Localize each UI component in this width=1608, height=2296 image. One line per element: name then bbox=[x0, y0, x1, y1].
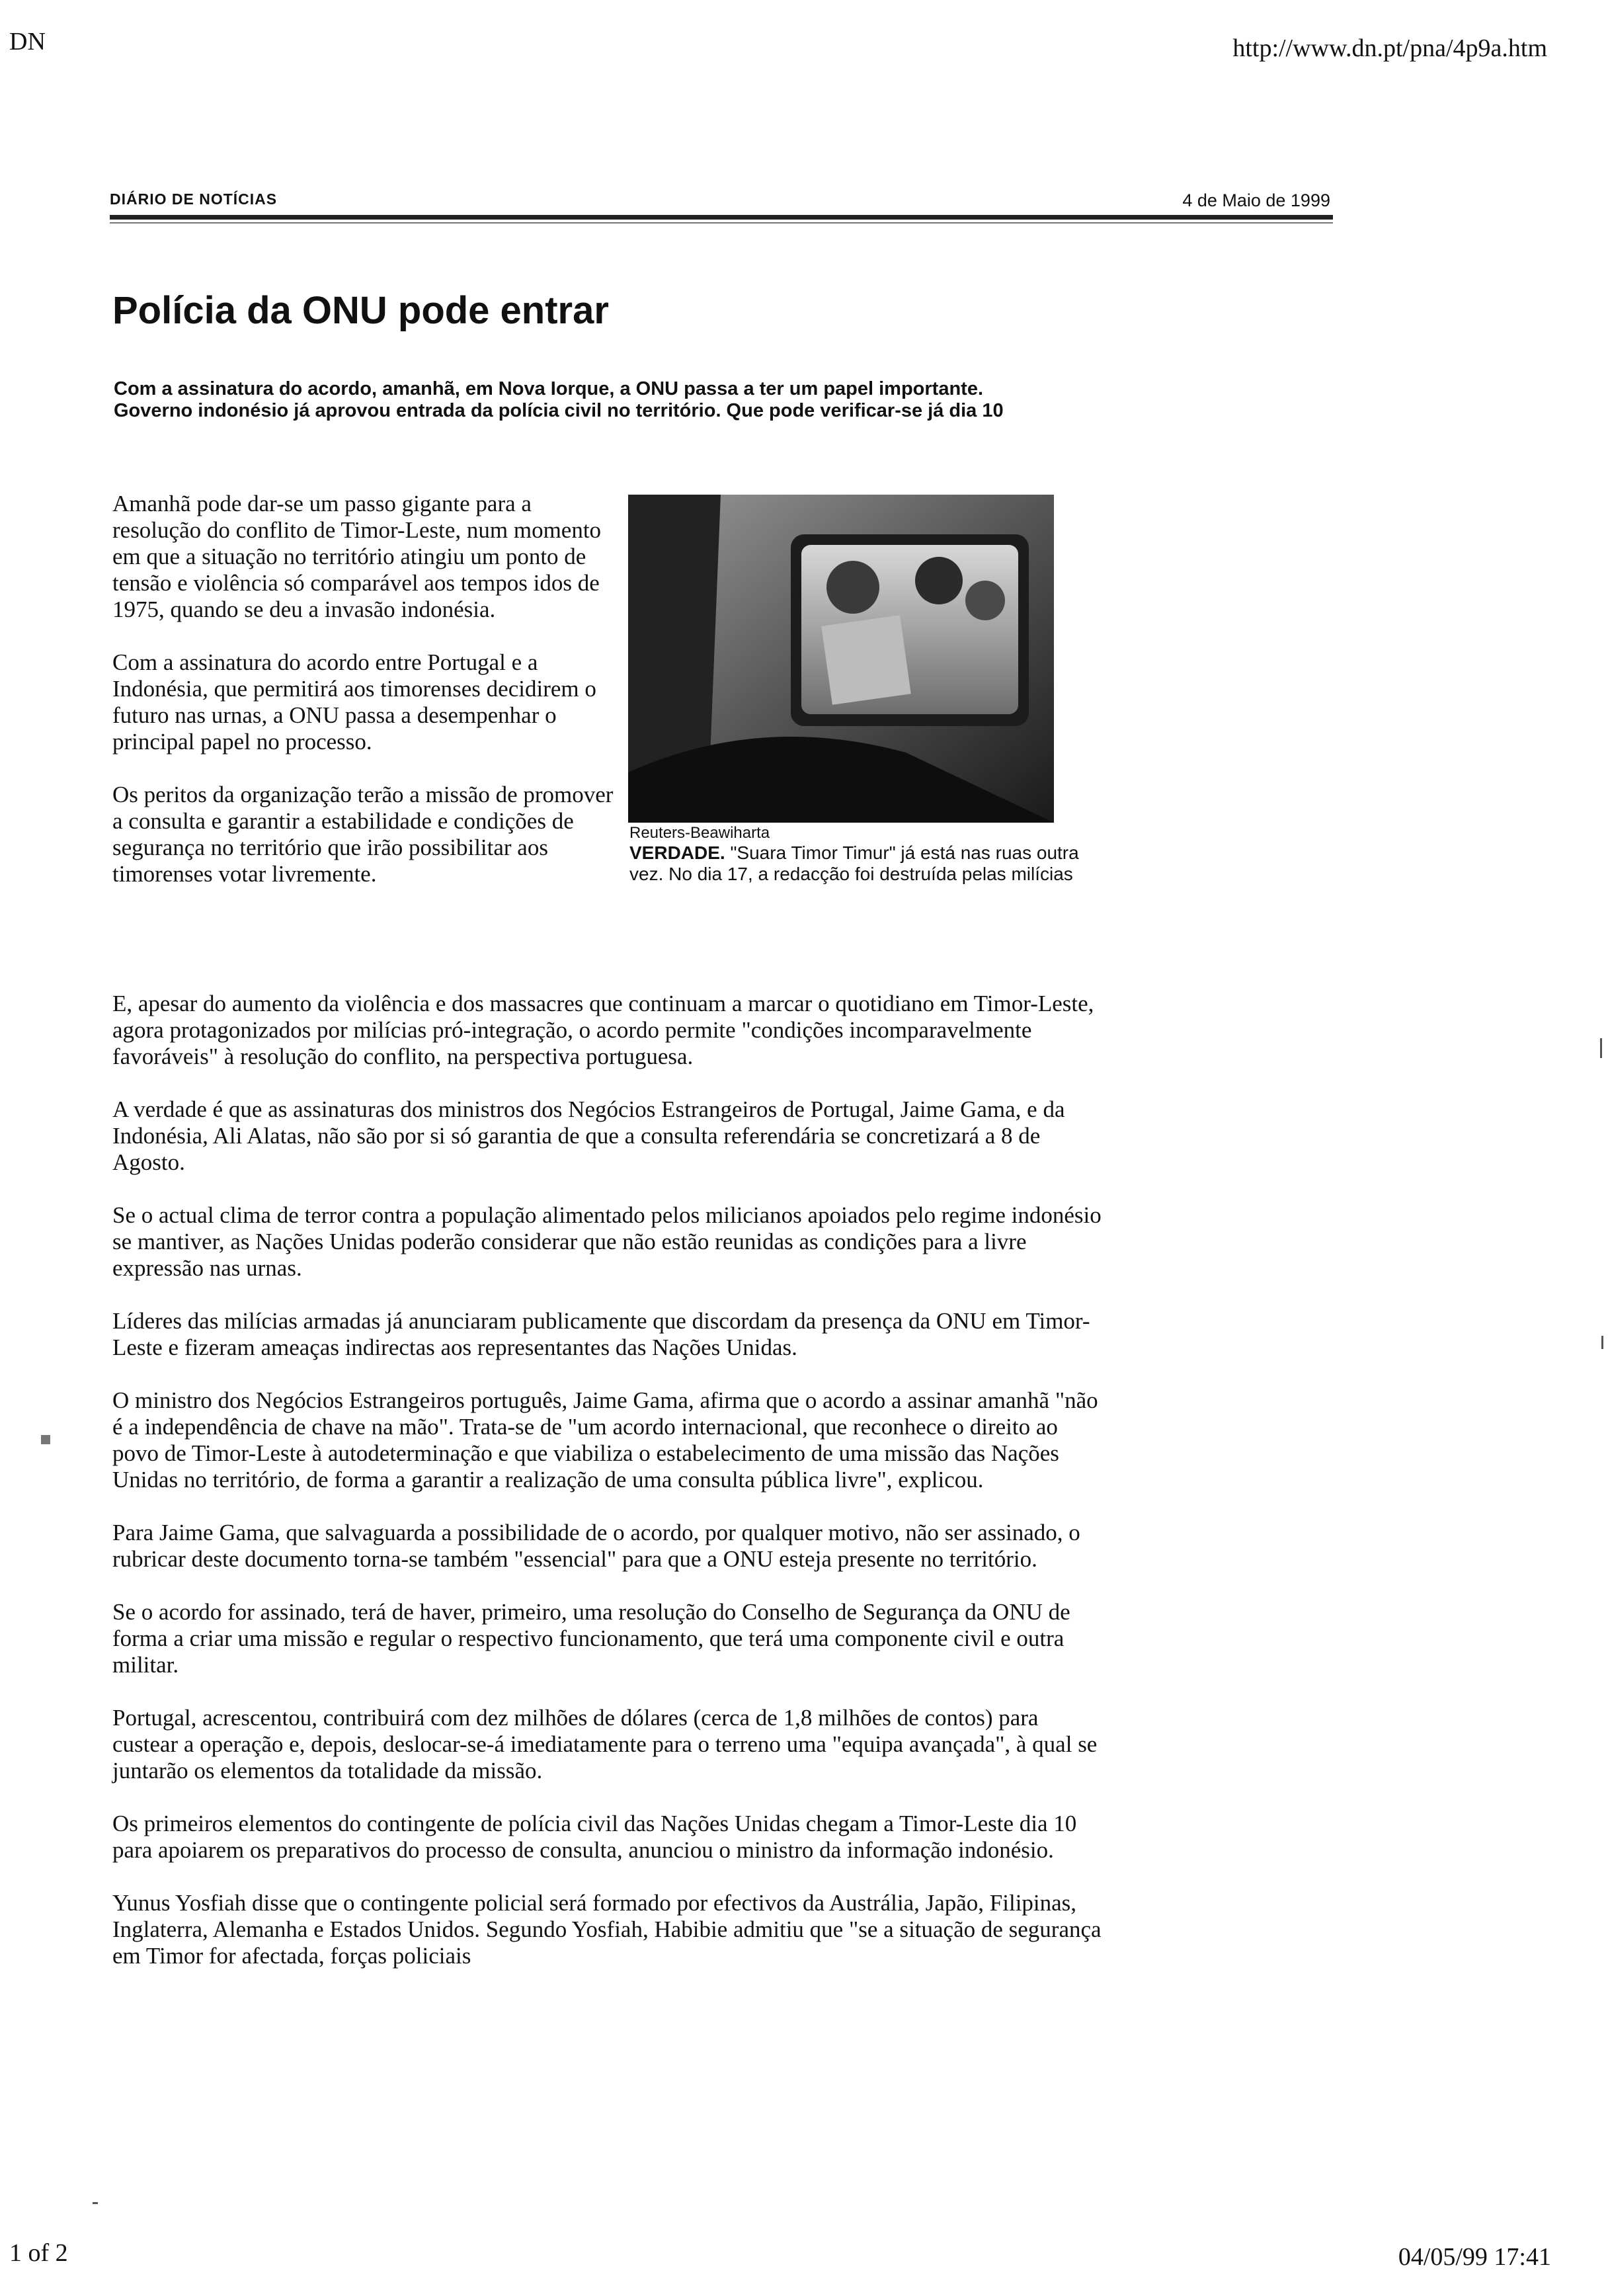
masthead-date: 4 de Maio de 1999 bbox=[1182, 190, 1330, 210]
photo-caption bbox=[629, 842, 1079, 885]
body-paragraph: Se o acordo for assinado, terá de haver, primeiro, uma resolução do Conselho de Segurança da ONU de forma a criar uma missão e regular o respectivo funcionamento, que terá uma componente civil e outra militar. bbox=[112, 1599, 1070, 1678]
photo-credit: Reuters-Beawiharta bbox=[629, 824, 770, 842]
scan-mark bbox=[41, 1435, 50, 1444]
body-paragraph: Os primeiros elementos do contingente de polícia civil das Nações Unidas chegam a Timor-Leste dia 10 para apoiarem os preparativos do processo de consulta, anunciou o ministro da informação indonésio. bbox=[112, 1811, 1077, 1863]
col-paragraph: Com a assinatura do acordo entre Portugal e a Indonésia, que permitirá aos timorenses decidirem o futuro nas urnas, a ONU passa a desempenhar o principal papel no processo. bbox=[112, 649, 596, 755]
photo-illustration bbox=[628, 495, 1054, 823]
masthead-logo: DIÁRIO DE NOTÍCIAS bbox=[110, 190, 278, 208]
article-body bbox=[112, 991, 1104, 1969]
body-paragraph: Portugal, acrescentou, contribuirá com dez milhões de dólares (cerca de 1,8 milhões de contos) para custear a operação e, depois, deslocar-se-á imediatamente para o terreno uma "equipa avançada", à qual se juntarão os elementos da totalidade da missão. bbox=[112, 1705, 1098, 1784]
scan-mark bbox=[1600, 1038, 1602, 1058]
body-paragraph: A verdade é que as assinaturas dos ministros dos Negócios Estrangeiros de Portugal, Jaime Gama, e da Indonésia, Ali Alatas, não são por si só garantia de que a consulta referendária se concretizará a 8 de Agosto. bbox=[112, 1096, 1065, 1175]
print-timestamp: 04/05/99 17:41 bbox=[1398, 2243, 1551, 2271]
scan-mark bbox=[1601, 1336, 1603, 1349]
col-paragraph: Os peritos da organização terão a missão de promover a consulta e garantir a estabilidade e condições de segurança no território que irão possibilitar aos timorenses votar livremente. bbox=[112, 782, 614, 887]
caption-text: "Suara Timor Timur" já está nas ruas outra vez. No dia 17, a redacção foi destruída pelas milícias bbox=[629, 842, 1079, 884]
print-header-left: DN bbox=[9, 28, 46, 56]
page-number: 1 of 2 bbox=[9, 2239, 68, 2267]
body-paragraph: Se o actual clima de terror contra a população alimentado pelos milicianos apoiados pelo regime indonésio se mantiver, as Nações Unidas poderão considerar que não estão reunidas as condições para a livre expressão nas urnas. bbox=[112, 1202, 1102, 1281]
body-paragraph: Líderes das milícias armadas já anunciaram publicamente que discordam da presença da ONU em Timor-Leste e fizeram ameaças indirectas aos representantes das Nações Unidas. bbox=[112, 1308, 1090, 1360]
body-paragraph: Para Jaime Gama, que salvaguarda a possibilidade de o acordo, por qualquer motivo, não ser assinado, o rubricar deste documento torna-se também "essencial" para que a ONU esteja presente no território. bbox=[112, 1520, 1080, 1572]
body-paragraph: Yunus Yosfiah disse que o contingente policial será formado por efectivos da Austrália, Japão, Filipinas, Inglaterra, Alemanha e Estados Unidos. Segundo Yosfiah, Habibie admitiu que "se a situação de segurança em Timor for afectada, forças policiais bbox=[112, 1890, 1102, 1969]
scan-mark bbox=[93, 2202, 98, 2204]
body-paragraph: E, apesar do aumento da violência e dos massacres que continuam a marcar o quotidiano em Timor-Leste, agora protagonizados por milícias pró-integração, o acordo permite "condições incomparavelmente favoráveis" à resolução do conflito, na perspectiva portuguesa. bbox=[112, 991, 1094, 1069]
col-paragraph: Amanhã pode dar-se um passo gigante para a resolução do conflito de Timor-Leste, num momento em que a situação no território atingiu um ponto de tensão e violência só comparável aos tempos idos de 1975, quando se deu a invasão indonésia. bbox=[112, 491, 602, 622]
masthead-rule-thin bbox=[110, 222, 1333, 224]
lead-paragraph: Com a assinatura do acordo, amanhã, em Nova Iorque, a ONU passa a ter um papel importante. Governo indonésio já aprovou entrada da polícia civil no território. Que pode verificar-se já dia 10 bbox=[114, 378, 1004, 421]
page-url: http://www.dn.pt/pna/4p9a.htm bbox=[1232, 34, 1547, 62]
body-paragraph: O ministro dos Negócios Estrangeiros português, Jaime Gama, afirma que o acordo a assinar amanhã "não é a independência de chave na mão". Trata-se de "um acordo internacional, que reconhece o direito ao povo de Timor-Leste à autodeterminação e que viabiliza o estabelecimento de uma missão das Nações Unidas no território, de forma a garantir a realização de uma consulta pública livre", explicou. bbox=[112, 1387, 1098, 1493]
news-photo bbox=[628, 495, 1054, 823]
caption-lead: VERDADE. bbox=[629, 842, 725, 863]
column-text bbox=[112, 491, 615, 887]
masthead-rule bbox=[110, 215, 1333, 220]
headline: Polícia da ONU pode entrar bbox=[112, 289, 609, 332]
